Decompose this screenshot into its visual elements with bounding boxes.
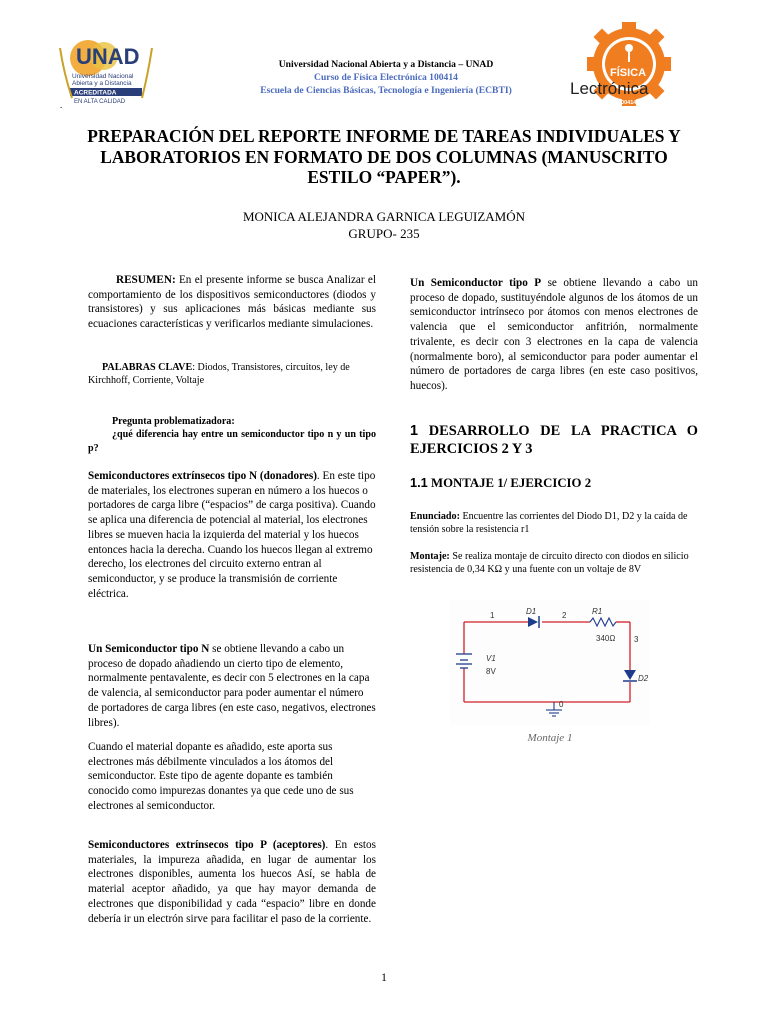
document-header — [200, 58, 572, 97]
section-1-1-title: MONTAJE 1/ EJERCICIO 2 — [427, 476, 592, 490]
p-type-paragraph — [88, 838, 376, 926]
keywords-label: PALABRAS CLAVE — [102, 362, 193, 373]
unad-logo-line1: Universidad Nacional — [72, 73, 134, 80]
university-name: Universidad Nacional Abierta y a Distancia – UNAD — [278, 59, 494, 70]
statement-paragraph — [410, 510, 698, 537]
section-1-1-number: 1.1 — [410, 475, 428, 490]
fisica-logo-word: Lectrónica — [570, 79, 649, 98]
setup-paragraph — [410, 550, 698, 577]
section-1-number: 1 — [410, 423, 419, 439]
label-r1-value: 340Ω — [596, 634, 616, 643]
keywords-paragraph — [88, 361, 376, 388]
section-1-1-heading — [410, 475, 698, 491]
fisica-logo-code: 100414 — [618, 100, 637, 106]
course-name: Curso de Física Electrónica 100414 — [314, 72, 458, 83]
abstract-paragraph — [88, 273, 376, 332]
circuit-schematic — [450, 600, 650, 725]
label-d2: D2 — [638, 674, 649, 683]
label-v1-value: 8V — [486, 667, 496, 676]
paper-title: PREPARACIÓN DEL REPORTE INFORME DE TAREAS INDIVIDUALES Y LABORATORIOS EN FORMATO DE DOS COLUMNAS (MANUSCRITO ESTILO “PAPER”). — [87, 126, 681, 187]
question-label: Pregunta problematizadora: — [112, 416, 235, 427]
tipo-n-text: se obtiene llevando a cabo un proceso de dopado añadiendo un cierto tipo de elemento, normalmente pentavalente, es decir con 5 electrones en la capa de valencia, al semiconductor para poder aumentar el número de portadores de carga libres (en este caso, negativos, electrones libres). — [88, 643, 376, 729]
unad-logo-line4: EN ALTA CALIDAD — [74, 99, 126, 105]
abstract-label: RESUMEN: — [116, 274, 176, 286]
label-v1: V1 — [486, 654, 496, 663]
abstract-text: En el presente informe se busca Analizar el comportamiento de los dispositivos semiconductores (diodos y transistores) y sus aplicaciones más básicas mediante sus ecuaciones características y verificarlos mediante simulaciones. — [88, 274, 376, 331]
node-0-label: 0 — [559, 700, 564, 709]
label-r1: R1 — [592, 607, 603, 616]
setup-text: Se realiza montaje de circuito directo con diodos en silicio resistencia de 0,34 KΩ y una fuente con un voltaje de 8V — [410, 551, 689, 576]
page-number: 1 — [381, 972, 387, 984]
n-type-paragraph — [88, 469, 376, 601]
node-2-label: 2 — [562, 611, 567, 620]
tipo-n-paragraph — [88, 642, 376, 730]
tipo-p-label: Un Semiconductor tipo P — [410, 277, 542, 289]
tipo-n-label: Un Semiconductor tipo N — [88, 643, 210, 655]
dopant-paragraph: Cuando el material dopante es añadido, este aporta sus electrones más débilmente vinculados a los átomos del semiconductor. Este tipo de agente dopante es también conocido como impurezas donantes ya que cede uno de sus electrones al semiconductor. — [88, 741, 354, 812]
fisica-electronica-logo — [566, 18, 706, 110]
p-type-heading: Semiconductores extrínsecos tipo P (aceptores) — [88, 839, 326, 851]
node-1-label: 1 — [490, 611, 495, 620]
unad-logo-name: UNAD — [76, 44, 140, 69]
stray-mark: . — [60, 100, 63, 110]
author-block — [120, 208, 648, 242]
unad-logo — [58, 34, 170, 106]
unad-logo-line3: ACREDITADA — [74, 89, 117, 97]
fisica-logo-top: FÍSICA — [610, 67, 647, 79]
n-type-text: . En este tipo de materiales, los electrones superan en número a los huecos o portadores de carga libre (“espacios” de carga positiva). Cuando se aplica una diferencia de potencial al material, los electrones libres se mueven hacia la izquierda del material y los huecos entonces hacia la derecha. Cuando los huecos llegan al extremo derecho, los electrones del circuito externo entran al semiconductor, y se produce la transmisión de corriente eléctrica. — [88, 470, 376, 600]
tipo-p-text: se obtiene llevando a cabo un proceso de dopado, sustituyéndole algunos de los átomos de un semiconductor intrínseco por átomos con menos electrones de valencia que el semiconductor anfitrión, normalmente trivalente, es decir con 3 electrones en la capa de valencia (normalmente boro), al semiconductor para poder aumentar el número de portadores de carga libres (en este caso positivos, huecos). — [410, 277, 698, 392]
school-name: Escuela de Ciencias Básicas, Tecnología e Ingeniería (ECBTI) — [260, 85, 512, 96]
group-number: GRUPO- 235 — [348, 226, 420, 241]
setup-label: Montaje: — [410, 551, 450, 562]
statement-text: Encuentre las corrientes del Diodo D1, D2 y la caída de tensión sobre la resistencia r1 — [410, 511, 688, 536]
tipo-p-paragraph — [410, 276, 698, 394]
p-type-text: . En estos materiales, la impureza añadida, en lugar de aumentar los electrones disponibles, aumenta los huecos Así, se habla de material aceptor añadido, ya que hay mayor demanda de electrones que disponibilidad y cada “espacio” libre en donde debería ir un electrón sirve para facilitar el paso de la corriente. — [88, 839, 376, 925]
node-3-label: 3 — [634, 635, 639, 644]
figure-caption: Montaje 1 — [527, 732, 573, 744]
n-type-heading: Semiconductores extrínsecos tipo N (donadores) — [88, 470, 317, 482]
problem-question — [88, 415, 376, 455]
section-1-heading — [410, 423, 698, 458]
author-name: MONICA ALEJANDRA GARNICA LEGUIZAMÓN — [242, 209, 526, 224]
unad-logo-line2: Abierta y a Distancia — [72, 80, 132, 87]
section-1-title: DESARROLLO DE LA PRACTICA O EJERCICIOS 2 Y 3 — [410, 423, 698, 457]
statement-label: Enunciado: — [410, 511, 460, 522]
keywords-text: : Diodos, Transistores, circuitos, ley de Kirchhoff, Corriente, Voltaje — [88, 362, 350, 387]
label-d1: D1 — [526, 607, 537, 616]
question-text: ¿qué diferencia hay entre un semiconductor tipo n y un tipo p? — [88, 429, 376, 454]
